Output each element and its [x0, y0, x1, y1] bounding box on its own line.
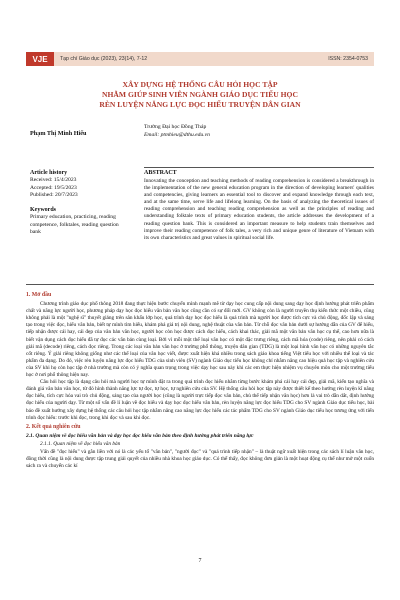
journal-citation: Tạp chí Giáo dục (2023), 23(14), 7-12: [60, 56, 148, 62]
accepted-date: Accepted: 19/5/2023: [30, 184, 77, 191]
article-info: [30, 170, 130, 236]
keywords-heading: Keywords: [30, 207, 56, 214]
issn: ISSN: 2354-0753: [328, 56, 368, 62]
section-heading-2: 2. Kết quả nghiên cứu: [26, 423, 81, 430]
abstract-bottom-rule: [26, 284, 374, 285]
paragraph-1: Chương trình giáo dục phổ thông 2018 đang thực hiện bước chuyển mình mạnh mẽ từ dạy học cung cấp nội dung sang dạy học định hướng phát triển phẩm chất và năng lực người học, phương pháp dạy học đọc hiểu văn bản văn học cũng cần có sự đổi mới. GV không còn là người truyền thụ kiến thức một chiều, cũng không phải là một "nghệ sĩ" thuyết giảng trên sân khấu lớp học, quá trình dạy học đọc hiểu là quá trình mà người học được tích cực và chủ động, đốc lập và sáng tạo trong việc đọc, hiểu văn bản, biết tự mình tìm hiểu, khám phá giá trị nội dung, nghệ thuật của văn bản. Từ chỗ đọc văn bản dưới sự hướng dẫn của GV để hiểu, tiếp nhận được cái hay, cái đẹp của văn bản văn học, người học còn học được cách đọc hiểu, cách khai thác, giải mã một văn bản văn học cụ thể, cao hơn nữa là biết vận dụng cách đọc hiểu đã tự đọc các văn bản cùng loại. Bởi vì mỗi một thể loại văn học có một đặc trưng riêng, cách mã hóa (code) riêng, nên phải có cách giải mã (decode) riêng, cách đọc riêng. Trong các loại văn bản văn học ở trường phổ thông, truyện dân gian (TDG) là một loại hình văn học có những nguyên tắc cốt riêng. Ý giải riêng không giống như các thể loại của văn học viết, được xuất hiện khá nhiều trong sách giáo khoa tiếng Việt tiểu học với nhiều thể loại và tác phẩm đa dạng. Do đó, việc rèn luyện năng lực đọc hiểu TDG của sinh viên (SV) ngành Giáo dục tiểu học không chỉ nhằm nâng cao hiệu quả học tập và nghiên cứu của SV khi họ còn học tập ở nhà trường mà còn có ý nghĩa quan trọng trong việc dạy học sau này khi các em thực hiện nhiệm vụ chuyên môn cho một trường tiểu học ở nơi phổ thông hiện nay.: [26, 301, 374, 379]
page-number: 7: [198, 558, 202, 564]
subsection-heading-2-1: 2.1. Quan niệm về đọc hiểu văn bản và dạy học đọc hiểu văn bản theo định hướng phát triển năng lực: [26, 432, 254, 439]
abstract-top-rule: [144, 167, 374, 168]
title-line-1: XÂY DỰNG HỆ THỐNG CÂU HỎI HỌC TẬP: [122, 80, 278, 89]
author-affiliation: [144, 124, 210, 139]
author-name: Phạm Thị Minh Hiếu: [30, 130, 87, 137]
subsection-heading-2-1-1: 2.1.1. Quan niệm về đọc hiểu văn bản: [40, 440, 121, 447]
journal-logo: VJE: [26, 52, 54, 66]
title-line-2: NHẰM GIÚP SINH VIÊN NGÀNH GIÁO DỤC TIỂU HỌC: [102, 90, 298, 99]
abstract-heading: ABSTRACT: [144, 170, 177, 176]
abstract-text: Innovating the conception and teaching methods of reading comprehension is considered a breakthrough in the implementation of the new general education program in the direction of developing learners' qualities and competencies, giving learners an essential tool to discover and expand knowledge through each text, and at the same time, serve life and lifelong learning. On the basis of analyzing the theoretical issues of reading comprehension and teaching reading comprehension as well as the principles of reading and understanding folktale texts of primary education students, the article addresses the development of a reading question bank. This is considered an important measure to help students train themselves and improve their reading competence of folk tales, a very rich and unique genre of literature of Vietnam with its own characteristics and great values in spiritual social life.: [144, 178, 374, 241]
author-email: Email: ptmhieu@dthu.edu.vn: [144, 131, 210, 138]
paragraph-3: Vấn đề "đọc hiểu" và gắn liền với nó là các yếu tố "văn bản", "người đọc" và "quá trình tiếp nhận" – là thuật ngữ xuất hiện trong các sách lí luận văn học, đồng thời cũng là nội dung được tập trung giải quyết của nhiều nhà khoa học giáo dục. Có thể thấy, đọc không đơn giản là một hoạt động cụ thể như mở một cuốn sách ra và chuyển các kí: [26, 448, 374, 470]
history-heading: Article history: [30, 170, 68, 176]
article-body: [26, 290, 374, 470]
affiliation: Trường Đại học Đồng Tháp: [144, 124, 207, 130]
published-date: Published: 20/7/2023: [30, 191, 78, 198]
article-title: [40, 80, 360, 110]
title-line-3: RÈN LUYỆN NĂNG LỰC ĐỌC HIỂU TRUYỆN DÂN GIAN: [99, 100, 301, 109]
section-heading-1: 1. Mở đầu: [26, 292, 52, 298]
received-date: Received: 15/4/2023: [30, 177, 77, 184]
journal-header: [26, 52, 374, 66]
paragraph-2: Câu hỏi học tập là dạng câu hỏi mà người học tự mình đặt ra trong quá trình đọc hiểu nhằm từng bước khám phá cái hay cái đẹp, giải mã, kiến tạo nghĩa và đánh giá văn bản văn học, từ đó hình thành năng lực tự đọc, tự học, tự nghiên cứu của SV. Hệ thống câu hỏi học tập này được thiết kế theo hướng rèn luyện kĩ năng đọc hiểu, tích cực hóa vai trò chủ động, sáng tạo của người học (cũng là người trực tiếp đọc văn bản, chủ thể tiếp nhận văn học) hơn là vai trò dẫn dắt, định hướng đọc hiểu của người dạy. Từ một số vấn đề lí luận về đọc hiểu và dạy học đọc hiểu văn bản, rèn luyện năng lực đọc hiểu TDG cho SV ngành Giáo dục tiểu học, bài báo đề xuất hướng xây dựng hệ thống các câu hỏi học tập nhằm nâng cao năng lực đọc hiểu các tác phẩm TDG cho SV ngành Giáo dục tiểu học tương ứng với tiến trình đọc hiểu: trước khi đọc, trong khi đọc và sau khi đọc.: [26, 379, 374, 421]
keywords-text: Primary education, practicing, reading competence, folktales, reading question bank: [30, 214, 119, 236]
